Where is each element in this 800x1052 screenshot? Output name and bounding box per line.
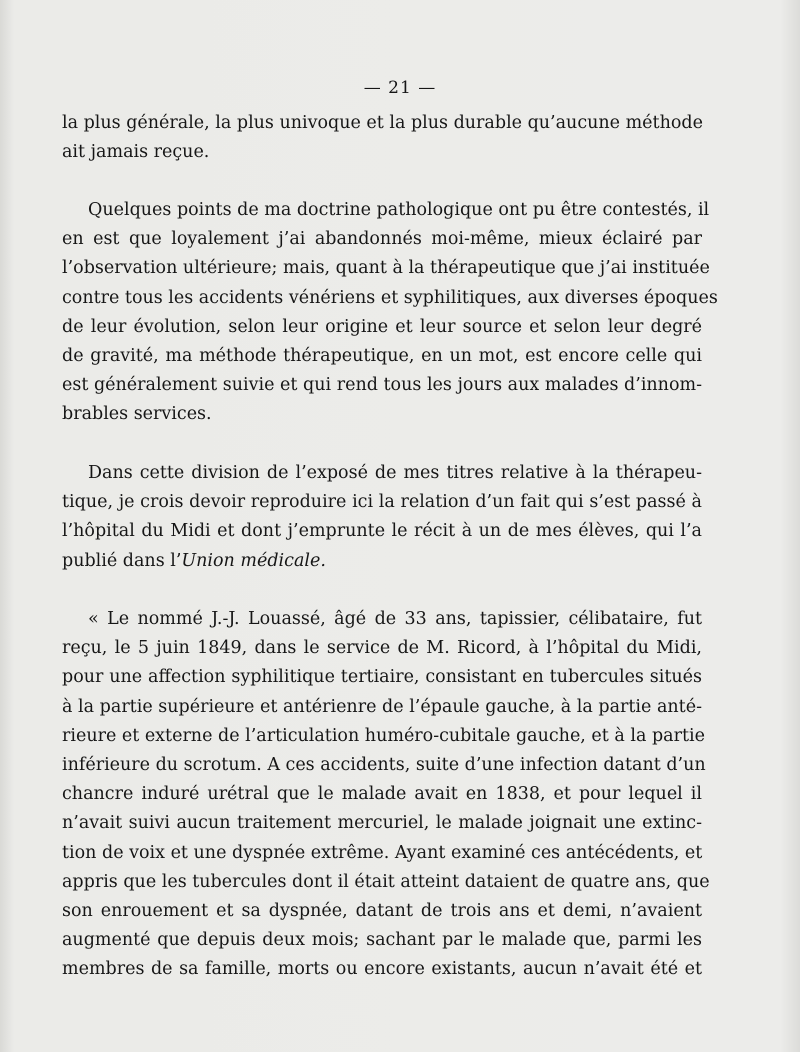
text-line: « Le nommé J.-J. Louassé, âgé de 33 ans, tapissier, célibataire, fut	[88, 609, 702, 629]
text-line	[62, 547, 702, 576]
paragraph-4	[62, 605, 710, 985]
text-line: reçu, le 5 juin 1849, dans le service de M. Ricord, à l’hôpital du Midi,	[62, 638, 702, 659]
paragraph-2	[62, 196, 718, 430]
text-line: rieure et externe de l’articulation huméro-cubitale gauche, et à la partie	[62, 725, 705, 746]
text-line: pour une affection syphilitique tertiaire, consistant en tubercules situés	[62, 667, 702, 688]
text-line: son enrouement et sa dyspnée, datant de trois ans et demi, n’avaient	[62, 901, 702, 922]
text-line: inférieure du scrotum. A ces accidents, suite d’une infection datant d’un	[62, 755, 706, 776]
text-line: ait jamais reçue.	[62, 142, 210, 163]
paragraph-1	[62, 109, 702, 167]
page-number: — 21 —	[363, 78, 437, 98]
text-line: en est que loyalement j’ai abandonnés moi-même, mieux éclairé par	[62, 229, 702, 250]
text-line: l’hôpital du Midi et dont j’emprunte le récit à un de mes élèves, qui l’a	[62, 521, 702, 542]
journal-title: Union médicale.	[181, 550, 326, 571]
text-line: n’avait suivi aucun traitement mercuriel, le malade joignait une extinc-	[62, 813, 702, 834]
text-line: la plus générale, la plus univoque et la plus durable qu’aucune méthode	[62, 113, 703, 133]
text-line: appris que les tubercules dont il était atteint dataient de quatre ans, que	[62, 871, 710, 892]
text-line: l’observation ultérieure; mais, quant à la thérapeutique que j’ai instituée	[62, 258, 710, 279]
text-line: tique, je crois devoir reproduire ici la relation d’un fait qui s’est passé à	[62, 492, 702, 513]
text-line: chancre induré urétral que le malade avait en 1838, et pour lequel il	[62, 784, 702, 805]
text-line: Dans cette division de l’exposé de mes titres relative à la thérapeu-	[88, 463, 702, 483]
text-line: de leur évolution, selon leur origine et leur source et selon leur degré	[62, 316, 702, 337]
text-line: brables services.	[62, 404, 212, 425]
text-line: augmenté que depuis deux mois; sachant par le malade que, parmi les	[62, 930, 702, 951]
paragraph-3	[62, 459, 702, 576]
text-line: de gravité, ma méthode thérapeutique, en un mot, est encore celle qui	[62, 346, 702, 367]
text-line: contre tous les accidents vénériens et syphilitiques, aux diverses époques	[62, 287, 718, 308]
text-line: membres de sa famille, morts ou encore existants, aucun n’avait été et	[62, 959, 702, 980]
text-line: tion de voix et une dyspnée extrême. Ayant examiné ces antécédents, et	[62, 842, 703, 863]
text-fragment: publié dans l’	[62, 550, 182, 571]
text-line: Quelques points de ma doctrine pathologique ont pu être contestés, il	[88, 200, 710, 220]
text-line: à la partie supérieure et antérienre de l’épaule gauche, à la partie anté-	[62, 696, 702, 717]
text-line: est généralement suivie et qui rend tous les jours aux malades d’innom-	[62, 375, 702, 396]
